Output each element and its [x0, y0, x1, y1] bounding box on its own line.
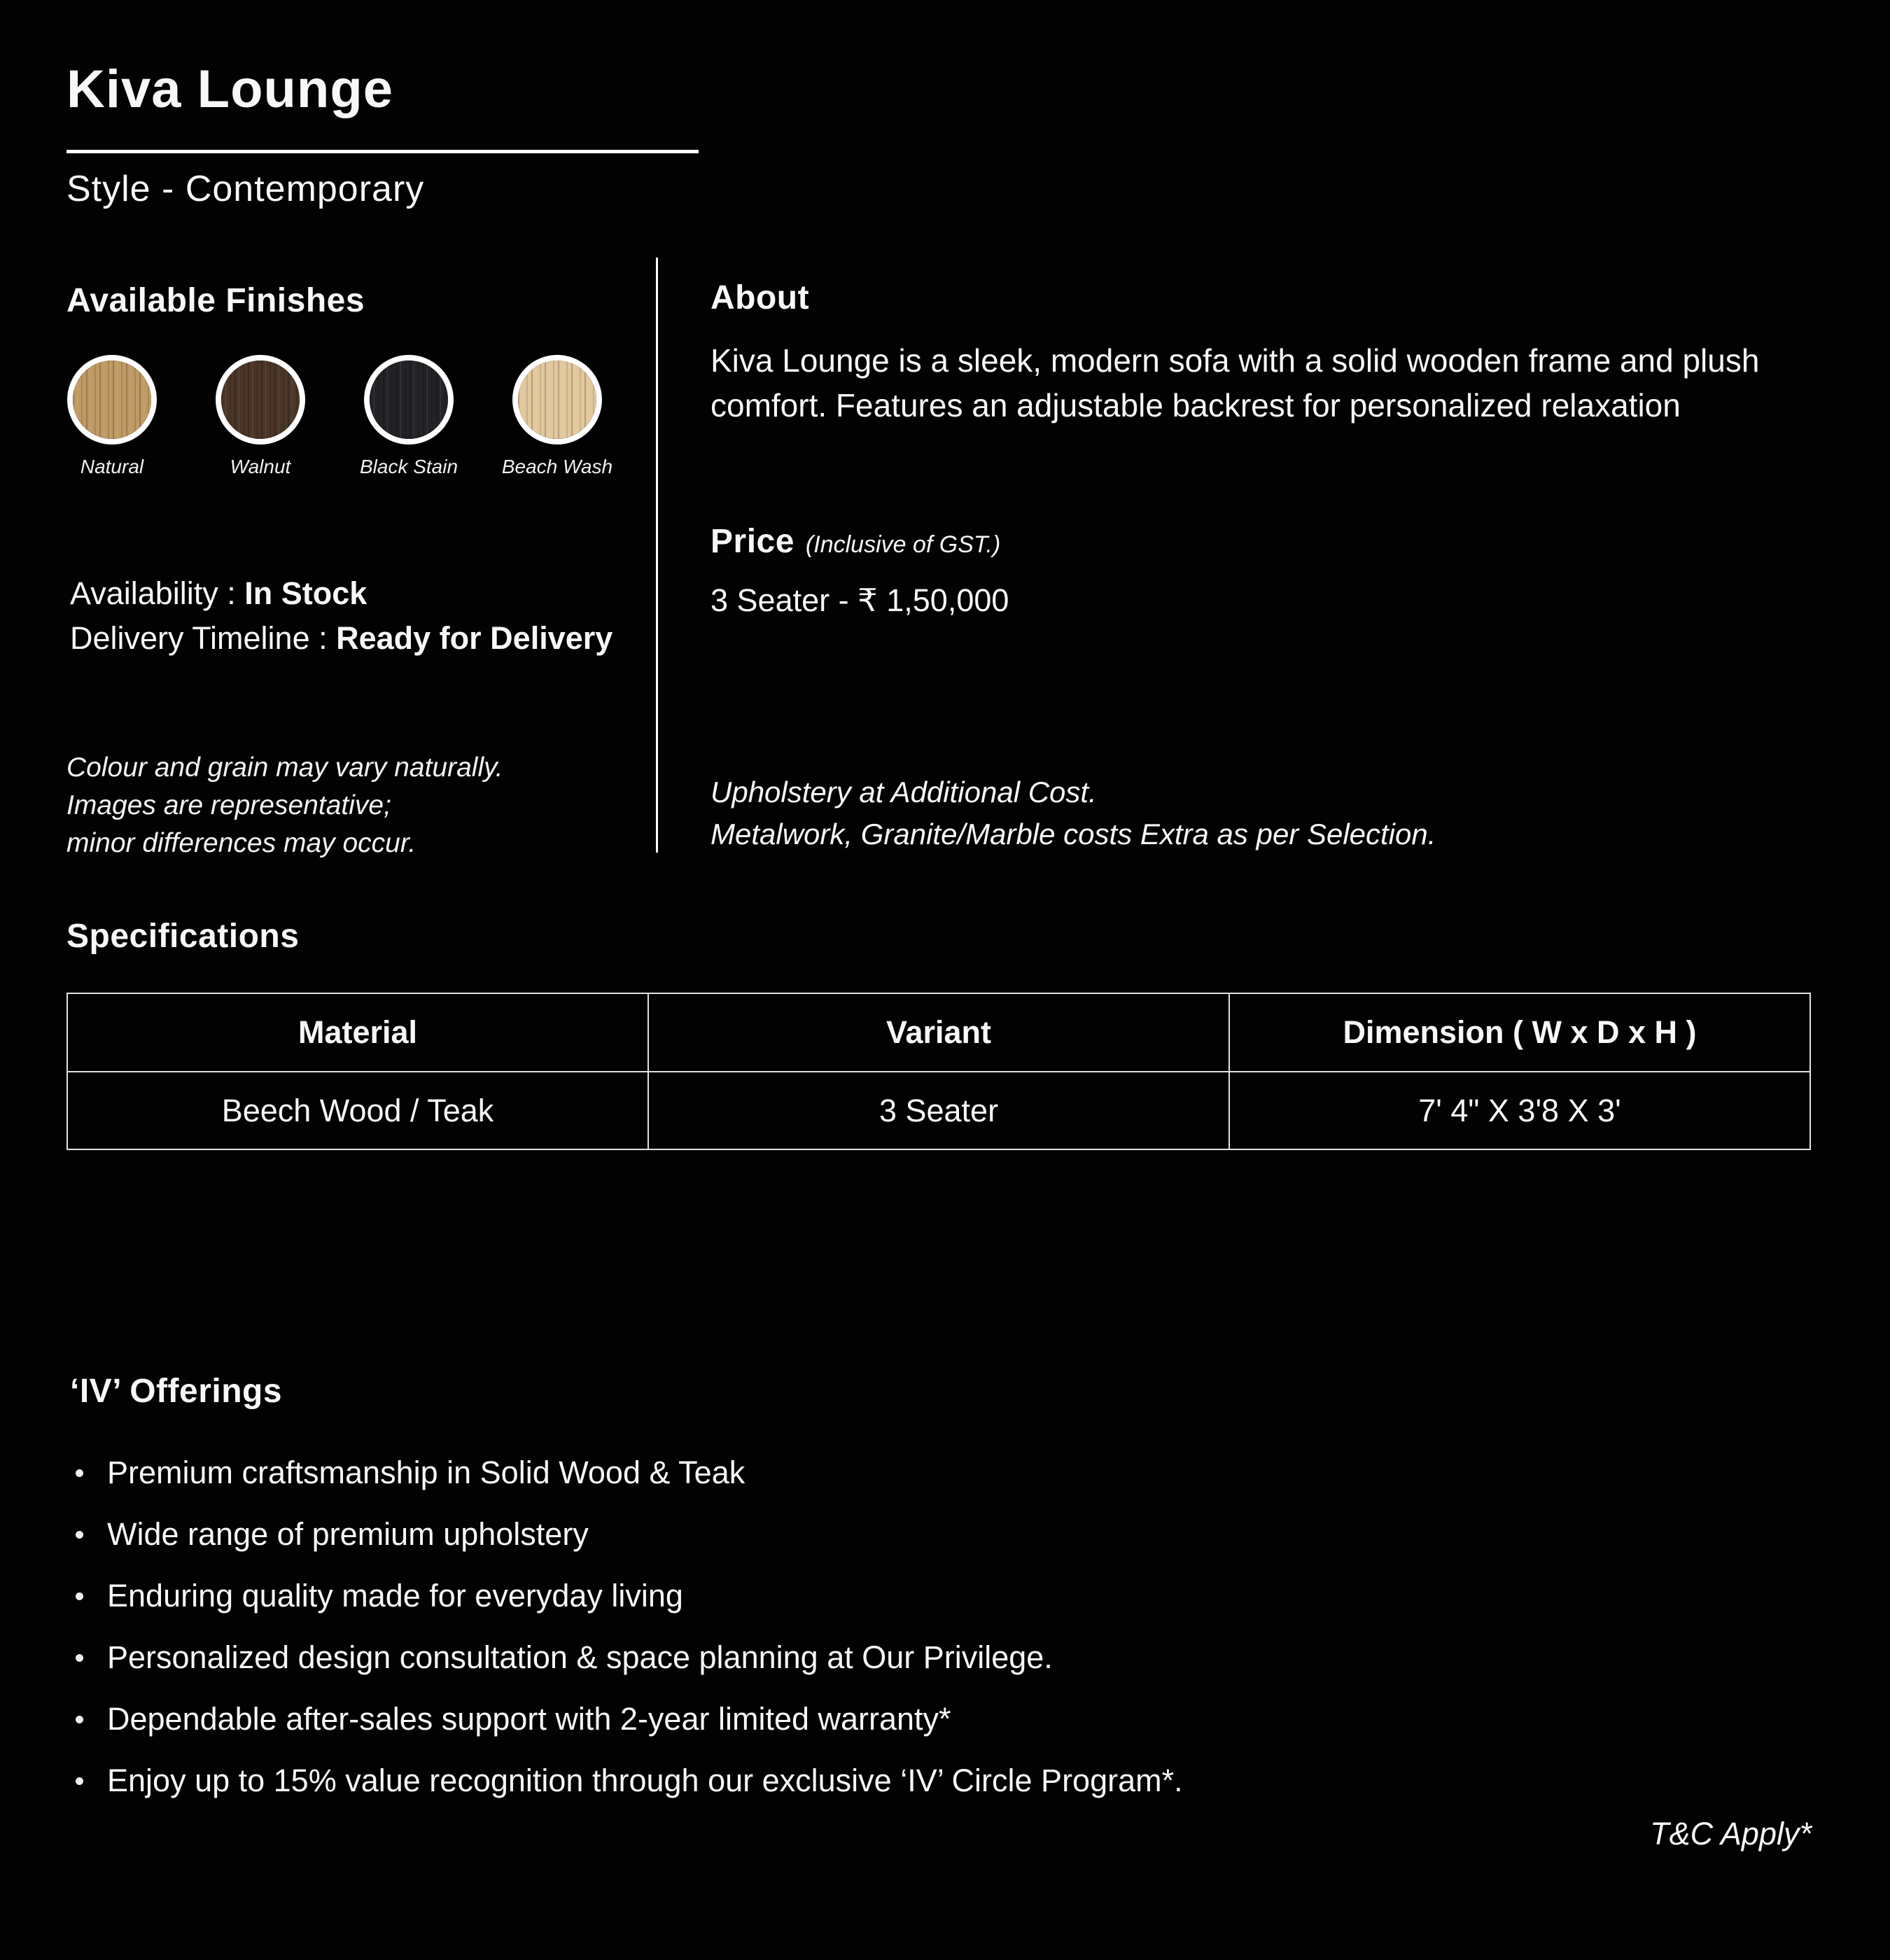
bullet-dot: [76, 1716, 83, 1723]
price-section: [710, 522, 1009, 619]
bullet-dot: [76, 1777, 83, 1785]
availability-value: In Stock: [244, 575, 368, 611]
offering-item: Premium craftsmanship in Solid Wood & Teak: [70, 1455, 1183, 1490]
disclaimer-line: Images are representative;: [66, 790, 391, 820]
finish-item-beach-wash: [501, 355, 613, 478]
finish-item-natural: [66, 355, 158, 478]
bullet-dot: [76, 1531, 83, 1539]
finish-swatch-row: [66, 355, 613, 478]
spec-col-dimension: Dimension ( W x D x H ): [1229, 993, 1810, 1072]
specifications-table: [66, 993, 1811, 1150]
page-title: Kiva Lounge: [66, 59, 394, 119]
finish-label: Black Stain: [359, 456, 458, 477]
finish-swatch-natural: [67, 355, 157, 444]
style-subtitle: Style - Contemporary: [66, 169, 425, 209]
spec-material-value: Beech Wood / Teak: [67, 1072, 648, 1149]
spec-header-row: [67, 993, 1810, 1072]
spec-col-variant: Variant: [648, 993, 1229, 1072]
title-underline: [66, 150, 699, 153]
finish-swatch-beach-wash: [512, 355, 602, 444]
specifications-heading: Specifications: [66, 918, 300, 955]
offering-item: Enduring quality made for everyday living: [70, 1578, 1183, 1614]
spec-data-row: [67, 1072, 1810, 1149]
finish-disclaimer: [66, 749, 503, 862]
bullet-dot: [76, 1469, 83, 1477]
availability-block: [70, 571, 612, 661]
delivery-timeline-value: Ready for Delivery: [336, 620, 613, 656]
finish-item-walnut: [215, 355, 306, 478]
spec-dimension-value: 7' 4" X 3'8 X 3': [1229, 1072, 1810, 1149]
about-heading: About: [710, 279, 810, 316]
price-value: 3 Seater - ₹ 1,50,000: [710, 582, 1009, 618]
note-line: Metalwork, Granite/Marble costs Extra as per Selection.: [710, 818, 1436, 850]
finish-swatch-walnut: [216, 355, 305, 444]
disclaimer-line: minor differences may occur.: [66, 828, 416, 858]
spec-variant-value: 3 Seater: [648, 1072, 1229, 1149]
offering-item: Personalized design consultation & space planning at Our Privilege.: [70, 1640, 1183, 1675]
finish-label: Natural: [80, 456, 144, 477]
offering-item: Dependable after-sales support with 2-year limited warranty*: [70, 1702, 1183, 1737]
iv-offerings-section: [70, 1372, 1183, 1825]
delivery-timeline-line: Delivery Timeline : Ready for Delivery: [70, 620, 613, 656]
available-finishes-section: [66, 281, 613, 478]
column-divider: [656, 258, 658, 853]
price-heading-line: [710, 522, 1009, 561]
available-finishes-heading: Available Finishes: [66, 282, 365, 319]
offering-item: Enjoy up to 15% value recognition through our exclusive ‘IV’ Circle Program*.: [70, 1763, 1183, 1798]
iv-offerings-heading: ‘IV’ Offerings: [70, 1373, 283, 1410]
note-line: Upholstery at Additional Cost.: [710, 776, 1097, 808]
finish-item-black-stain: [359, 355, 458, 478]
tnc-note: T&C Apply*: [1650, 1816, 1812, 1851]
disclaimer-line: Colour and grain may vary naturally.: [66, 752, 503, 783]
spec-col-material: Material: [67, 993, 648, 1072]
price-heading: Price: [710, 523, 794, 560]
finish-label: Walnut: [230, 456, 291, 477]
bullet-dot: [76, 1592, 83, 1600]
finish-label: Beach Wash: [501, 456, 613, 477]
bullet-dot: [76, 1654, 83, 1662]
iv-offerings-list: [70, 1455, 1183, 1798]
price-gst-note: (Inclusive of GST.): [805, 531, 1001, 558]
about-section: [710, 279, 1844, 428]
additional-cost-notes: [710, 771, 1436, 855]
offering-item: Wide range of premium upholstery: [70, 1517, 1183, 1552]
availability-line: Availability : In Stock: [70, 575, 368, 611]
finish-swatch-black-stain: [364, 355, 454, 444]
about-text: Kiva Lounge is a sleek, modern sofa with a solid wooden frame and plush comfort. Features an adjustable backrest for personalized relaxation: [710, 342, 1760, 424]
